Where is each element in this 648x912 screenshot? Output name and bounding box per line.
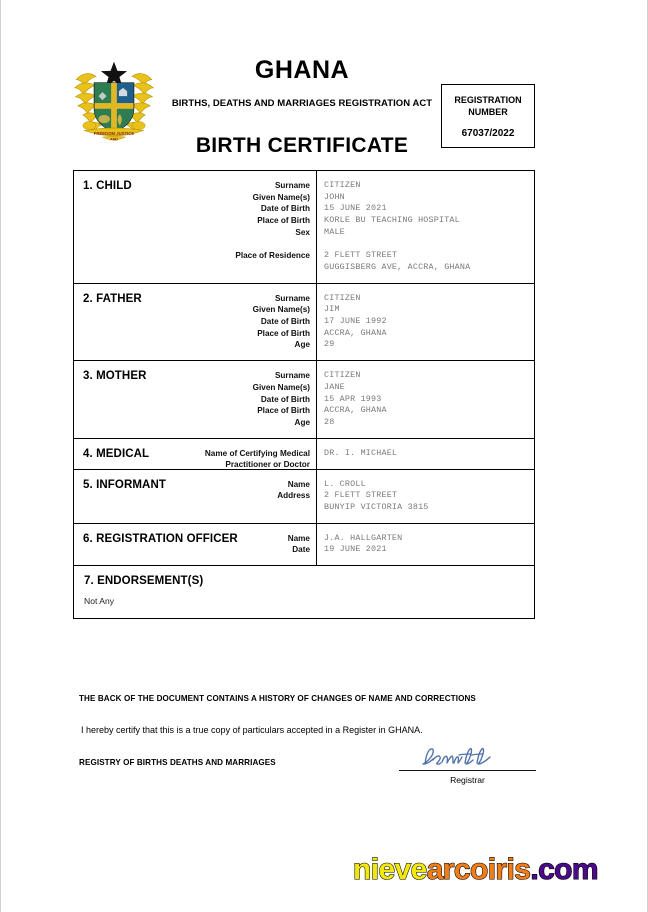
section-child-title: 1. CHILD <box>83 180 132 192</box>
label-given-names: Given Name(s) <box>252 192 310 202</box>
label-sex: Sex <box>295 227 310 237</box>
section-mother-left <box>74 361 317 438</box>
label-certifying-practitioner-line1: Name of Certifying Medical <box>204 448 310 458</box>
value-certifying-practitioner: DR. I. MICHAEL <box>324 447 398 458</box>
section-mother <box>74 361 534 439</box>
value-residence-line2: GUGGISBERG AVE, ACCRA, GHANA <box>324 261 471 272</box>
svg-text:FREEDOM JUSTICE: FREEDOM JUSTICE <box>93 130 135 136</box>
label-mother-age: Age <box>294 417 310 427</box>
svg-text:AND: AND <box>110 137 118 142</box>
handwritten-signature-icon <box>399 744 536 770</box>
value-father-date-of-birth: 17 JUNE 1992 <box>324 316 387 327</box>
label-mother-date-of-birth: Date of Birth <box>260 394 310 404</box>
signature-caption: Registrar <box>450 775 485 785</box>
value-informant-name: L. CROLL <box>324 478 366 489</box>
value-informant-address-line2: BUNYIP VICTORIA 3815 <box>324 502 429 513</box>
section-child <box>74 171 534 284</box>
registry-office-name: REGISTRY OF BIRTHS DEATHS AND MARRIAGES <box>79 758 276 767</box>
value-endorsements: Not Any <box>84 596 115 607</box>
value-mother-place-of-birth: ACCRA, GHANA <box>324 405 387 416</box>
label-officer-date: Date <box>292 545 310 555</box>
registration-label-line2: NUMBER <box>468 107 508 117</box>
section-child-labels <box>235 180 310 262</box>
value-given-names: JOHN <box>324 191 345 202</box>
registration-label-line1: REGISTRATION <box>454 95 522 105</box>
section-endorsements <box>74 566 534 618</box>
value-father-place-of-birth: ACCRA, GHANA <box>324 327 387 338</box>
label-date-of-birth: Date of Birth <box>260 204 310 214</box>
value-officer-date: 19 JUNE 2021 <box>324 544 387 555</box>
value-informant-address-line1: 2 FLETT STREET <box>324 490 398 501</box>
section-registration-officer-left <box>74 524 317 565</box>
section-father-left <box>74 284 317 361</box>
value-date-of-birth: 15 JUNE 2021 <box>324 203 387 214</box>
act-subtitle: BIRTHS, DEATHS AND MARRIAGES REGISTRATION ACT <box>171 98 433 109</box>
section-informant-values <box>317 470 534 523</box>
country-title: GHANA <box>254 56 350 84</box>
section-informant-title: 5. INFORMANT <box>83 478 166 491</box>
document-title: BIRTH CERTIFICATE <box>195 134 409 157</box>
value-father-surname: CITIZEN <box>324 292 361 303</box>
section-informant-labels <box>277 479 310 502</box>
section-medical-values <box>317 439 534 469</box>
label-father-place-of-birth: Place of Birth <box>257 328 310 338</box>
section-medical-left <box>74 439 317 469</box>
section-registration-officer-values <box>317 524 534 565</box>
value-surname: CITIZEN <box>324 180 361 190</box>
value-mother-given-names: JANE <box>324 381 345 392</box>
section-child-values <box>317 171 534 283</box>
section-father-values <box>317 284 534 361</box>
certification-statement: I hereby certify that this is a true copy of particulars accepted in a Register in GHANA. <box>81 725 423 735</box>
label-father-age: Age <box>294 340 310 350</box>
site-watermark <box>353 853 598 887</box>
section-registration-officer-title: 6. REGISTRATION OFFICER <box>83 532 238 545</box>
signature-rule <box>399 770 536 771</box>
value-officer-name: J.A. HALLGARTEN <box>324 532 403 543</box>
value-father-age: 29 <box>324 339 335 350</box>
section-mother-labels <box>253 370 310 429</box>
label-mother-given-names: Given Name(s) <box>252 382 310 392</box>
section-father-labels <box>253 293 310 352</box>
section-child-left <box>74 171 317 283</box>
back-of-document-notice: THE BACK OF THE DOCUMENT CONTAINS A HISTORY OF CHANGES OF NAME AND CORRECTIONS <box>79 694 476 703</box>
value-sex: MALE <box>324 226 345 237</box>
value-mother-age: 28 <box>324 416 335 427</box>
registration-number-value: 67037/2022 <box>461 128 515 139</box>
section-mother-values <box>317 361 534 438</box>
section-informant <box>74 470 534 524</box>
label-place-of-birth: Place of Birth <box>257 216 310 226</box>
watermark-part-3: .com <box>530 853 598 886</box>
section-medical-title: 4. MEDICAL <box>83 447 150 460</box>
value-mother-date-of-birth: 15 APR 1993 <box>324 393 382 404</box>
label-father-surname: Surname <box>274 293 310 303</box>
section-informant-left <box>74 470 317 523</box>
ghana-coat-of-arms-icon <box>73 58 155 144</box>
section-mother-title: 3. MOTHER <box>83 370 147 383</box>
label-surname: Surname <box>274 181 310 190</box>
label-informant-address: Address <box>277 491 310 501</box>
section-father <box>74 284 534 362</box>
label-place-of-residence: Place of Residence <box>235 251 310 261</box>
section-registration-officer-labels <box>288 533 310 556</box>
label-certifying-practitioner-line2: Practitioner or Doctor <box>225 460 310 470</box>
value-mother-surname: CITIZEN <box>324 370 361 381</box>
value-place-of-birth: KORLE BU TEACHING HOSPITAL <box>324 215 460 226</box>
registrar-signature-block <box>399 744 536 785</box>
label-informant-name: Name <box>287 479 310 489</box>
label-officer-name: Name <box>287 533 310 543</box>
section-medical <box>74 439 534 470</box>
watermark-part-1: nieve <box>353 853 427 886</box>
section-endorsements-title: 7. ENDORSEMENT(S) <box>84 575 204 588</box>
section-father-title: 2. FATHER <box>83 292 142 305</box>
label-mother-surname: Surname <box>274 371 310 381</box>
value-residence-line1: 2 FLETT STREET <box>324 250 398 261</box>
certificate-header <box>1 0 648 170</box>
label-mother-place-of-birth: Place of Birth <box>257 406 310 416</box>
section-medical-labels <box>205 448 310 471</box>
value-father-given-names: JIM <box>324 304 340 315</box>
label-father-given-names: Given Name(s) <box>252 305 310 315</box>
watermark-part-2: arcoiris <box>426 853 531 886</box>
certificate-details-table <box>73 170 535 619</box>
registration-number-box <box>441 84 535 148</box>
label-father-date-of-birth: Date of Birth <box>260 317 310 327</box>
section-registration-officer <box>74 524 534 566</box>
